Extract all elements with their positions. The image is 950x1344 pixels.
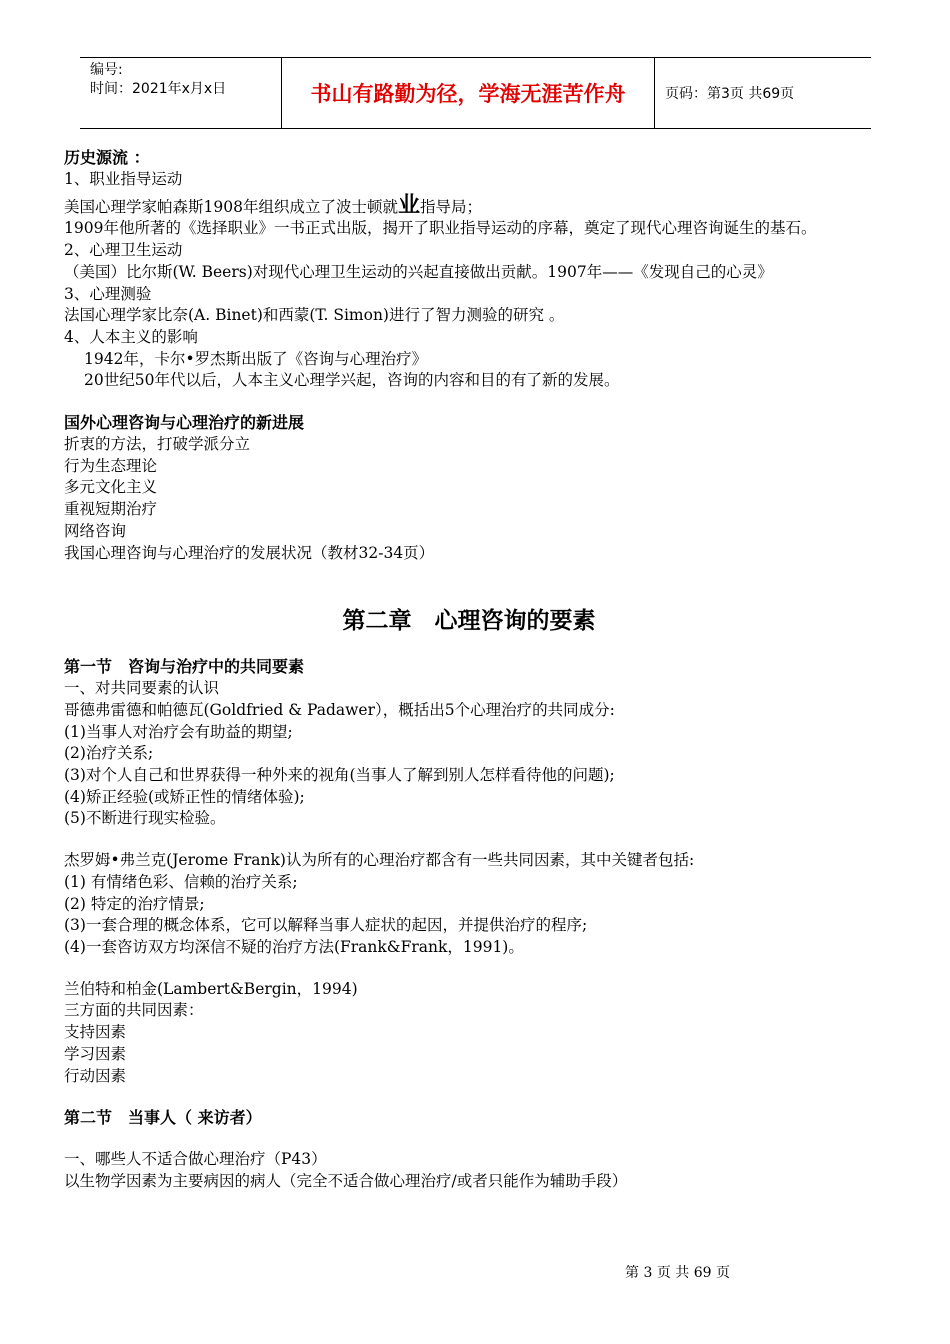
spacer xyxy=(64,959,874,979)
goldfried-item: (5)不断进行现实检验。 xyxy=(64,809,226,828)
section-1-title: 第一节 咨询与治疗中的共同要素 xyxy=(64,657,305,677)
big-char: 业 xyxy=(397,192,420,218)
lambert-item: 学习因素 xyxy=(64,1044,127,1063)
history-item-1-line-1 xyxy=(64,192,874,219)
frank-item: (2) 特定的治疗情景; xyxy=(64,894,205,913)
text-span: 美国心理学家帕森斯1908年组织成立了波士顿就 xyxy=(64,197,398,216)
goldfried-item: (4)矫正经验(或矫正性的情绪体验); xyxy=(64,787,305,806)
progress-item: 重视短期治疗 xyxy=(64,500,158,519)
section-2-sub-1: 一、哪些人不适合做心理治疗（P43） xyxy=(64,1150,327,1169)
header-meta xyxy=(80,58,281,128)
page-footer: 第 3 页 共 69 页 xyxy=(625,1265,730,1281)
goldfried-intro: 哥德弗雷德和帕德瓦(Goldfried & Padawer），概括出5个心理治疗的共同成分: xyxy=(64,700,615,719)
history-item-2-text: （美国）比尔斯(W. Beers)对现代心理卫生运动的兴起直接做出贡献。1907年——《发现自己的心灵》 xyxy=(64,262,773,281)
lambert-sub: 三方面的共同因素： xyxy=(64,1001,204,1020)
history-item-1-line-2: 1909年他所著的《选择职业》一书正式出版，揭开了职业指导运动的序幕，奠定了现代心理咨询诞生的基石。 xyxy=(64,219,817,238)
frank-item: (1) 有情绪色彩、信赖的治疗关系; xyxy=(64,872,298,891)
header-motto: 书山有路勤为径，学海无涯苦作舟 xyxy=(281,58,655,128)
document-body xyxy=(64,147,874,1193)
header-time-label: 时间：2021年x月x日 xyxy=(90,81,227,97)
progress-item: 网络咨询 xyxy=(64,521,127,540)
header-page-info: 页码：第3页 共69页 xyxy=(665,86,795,102)
header-number-label: 编号: xyxy=(90,62,123,78)
spacer xyxy=(64,830,874,850)
spacer xyxy=(64,1129,874,1149)
history-item-4-line-2: 20世纪50年代以后，人本主义心理学兴起，咨询的内容和目的有了新的发展。 xyxy=(84,371,620,390)
goldfried-item: (3)对个人自己和世界获得一种外来的视角(当事人了解到别人怎样看待他的问题); xyxy=(64,766,615,785)
frank-intro: 杰罗姆•弗兰克(Jerome Frank)认为所有的心理治疗都含有一些共同因素，其中关键者包括: xyxy=(64,851,695,870)
history-item-4-line-1: 1942年，卡尔•罗杰斯出版了《咨询与心理治疗》 xyxy=(84,349,428,368)
frank-item: (3)一套合理的概念体系，它可以解释当事人症状的起因，并提供治疗的程序; xyxy=(64,916,588,935)
section-1-sub-1: 一、对共同要素的认识 xyxy=(64,679,220,698)
lambert-item: 支持因素 xyxy=(64,1023,127,1042)
progress-item: 折衷的方法，打破学派分立 xyxy=(64,435,251,454)
progress-title: 国外心理咨询与心理治疗的新进展 xyxy=(64,413,305,433)
goldfried-item: (1)当事人对治疗会有助益的期望; xyxy=(64,722,293,741)
section-2-title: 第二节 当事人（ 来访者） xyxy=(64,1108,262,1128)
history-item-2: 2、心理卫生运动 xyxy=(64,241,183,260)
text-span: 指导局； xyxy=(419,197,482,216)
chapter-title: 第二章 心理咨询的要素 xyxy=(342,608,596,635)
history-item-1: 1、职业指导运动 xyxy=(64,170,183,188)
history-item-3: 3、心理测验 xyxy=(64,284,152,303)
lambert-intro: 兰伯特和柏金(Lambert&Bergin，1994) xyxy=(64,979,358,998)
history-item-3-text: 法国心理学家比奈(A. Binet)和西蒙(T. Simon)进行了智力测验的研究 。 xyxy=(64,306,565,325)
history-item-4: 4、人本主义的影响 xyxy=(64,327,198,346)
progress-item: 我国心理咨询与心理治疗的发展状况（教材32-34页） xyxy=(64,543,435,562)
progress-item: 行为生态理论 xyxy=(64,456,158,475)
section-2-text: 以生物学因素为主要病因的病人（完全不适合做心理治疗/或者只能作为辅助手段） xyxy=(64,1171,628,1190)
goldfried-item: (2)治疗关系; xyxy=(64,744,154,763)
frank-item: (4)一套咨访双方均深信不疑的治疗方法(Frank&Frank，1991)。 xyxy=(64,937,524,956)
history-title: 历史源流 ： xyxy=(64,148,150,167)
page-header xyxy=(80,57,871,129)
spacer xyxy=(64,392,874,412)
spacer xyxy=(64,1087,874,1107)
lambert-item: 行动因素 xyxy=(64,1066,127,1085)
progress-item: 多元文化主义 xyxy=(64,478,158,497)
